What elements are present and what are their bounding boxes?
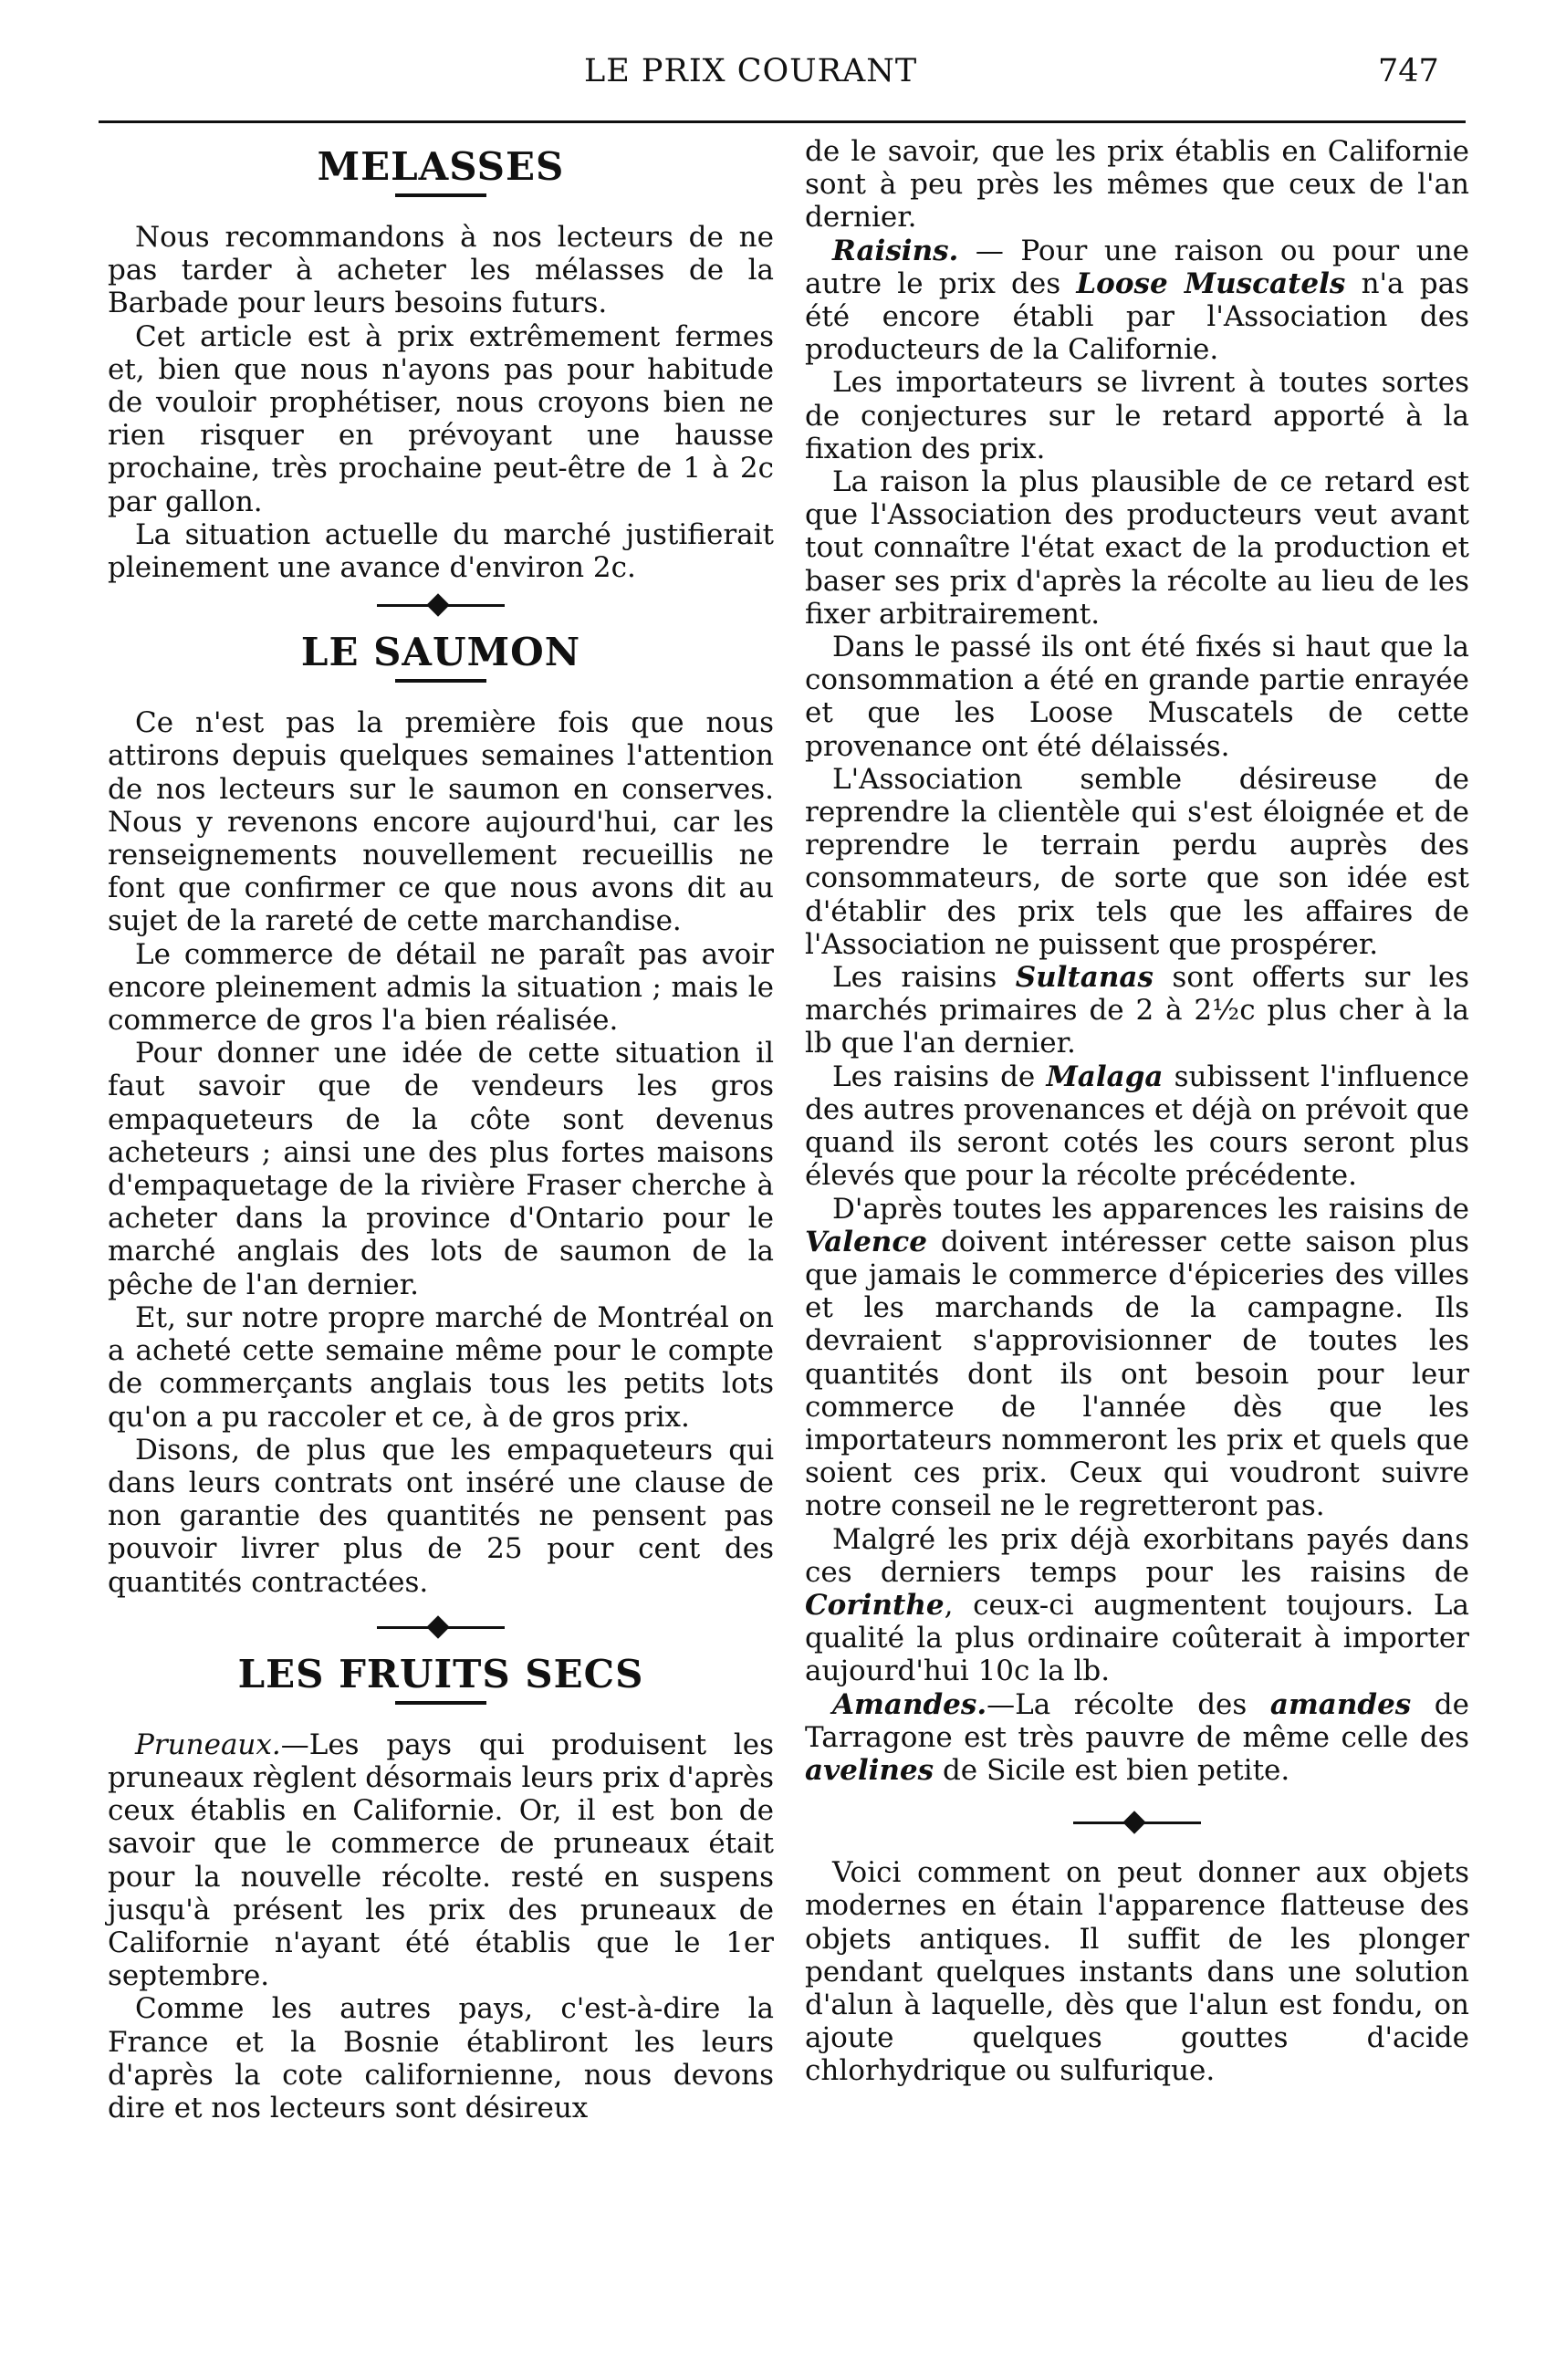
amandes-text-b: de Tarragone est très pauvre de même celle des [805, 1687, 1469, 1754]
corinthe-text-b: , ceux-ci augmentent toujours. La qualité la plus ordinaire coûterait à importer aujourd'hui 10c la lb. [805, 1588, 1469, 1688]
amandes-text-a: —La récolte des [987, 1687, 1270, 1721]
paragraph: La situation actuelle du marché justifierait pleinement une avance d'environ 2c. [108, 517, 774, 585]
pruneaux-label: Pruneaux. [135, 1728, 281, 1761]
paragraph: Cet article est à prix extrêmement fermes et, bien que nous n'ayons pas pour habitude de vouloir prophétiser, nous croyons bien ne rien risquer en prévoyant une hausse prochaine, très prochaine peut-être de 1 à 2c par gallon. [108, 319, 774, 518]
paragraph-sultanas [805, 961, 1469, 1060]
raisins-label: Raisins. [832, 234, 959, 267]
valence-text-a: D'après toutes les apparences les raisins de [832, 1192, 1469, 1226]
malaga-label: Malaga [1046, 1060, 1164, 1093]
corinthe-label: Corinthe [805, 1588, 945, 1622]
sultanas-text-b: sont offerts sur les marchés primaires de 2 à 2½c plus cher à la lb que l'an dernier. [805, 961, 1469, 1060]
paragraph-etain: Voici comment on peut donner aux objets modernes en étain l'apparence flatteuse des objets antiques. Il suffit de les plonger pendant quelques instants dans une solution d'alun à laquelle, dès que l'alun est fondu, on ajoute quelques gouttes d'acide chlorhydrique ou sulfurique. [805, 1856, 1469, 2088]
section-ornament [377, 593, 505, 617]
section-title-melasses: MELASSES [317, 144, 565, 189]
section-title-fruits-secs: LES FRUITS SECS [237, 1651, 644, 1696]
right-column [805, 135, 1469, 2088]
paragraph: Nous recommandons à nos lecteurs de ne pas tarder à acheter les mélasses de la Barbade pour leurs besoins futurs. [108, 221, 774, 320]
malaga-text-b: subissent l'influence des autres provenances et déjà on prévoit que quand ils seront cotés les cours seront plus élevés que pour la récolte précédente. [805, 1060, 1469, 1193]
pruneaux-text: —Les pays qui produisent les pruneaux règlent désormais leurs prix d'après ceux établis en Californie. Or, il est bon de savoir que le commerce de pruneaux était pour la nouvelle récolte. resté en suspens jusqu'à présent les prix des pruneaux de Californie n'ayant été établis que le 1er septembre. [108, 1728, 774, 1993]
section-ornament [377, 1615, 505, 1639]
header-rule [99, 120, 1466, 123]
running-head [0, 53, 1566, 99]
amandes-word: amandes [1269, 1687, 1412, 1721]
paragraph-raisins [805, 235, 1469, 367]
section-ornament [1073, 1811, 1201, 1834]
corinthe-text-a: Malgré les prix déjà exorbitans payés dans ces derniers temps pour les raisins de [805, 1522, 1469, 1589]
paragraph: La raison la plus plausible de ce retard est que l'Association des producteurs veut avant tout connaître l'état exact de la production et baser ses prix d'après la récolte au lieu de les fixer arbitrairement. [805, 465, 1469, 631]
title-underline [395, 679, 486, 683]
raisins-text-a: — Pour une raison ou pour une autre le prix des [805, 234, 1469, 300]
paragraph: Et, sur notre propre marché de Montréal on a acheté cette semaine même pour le compte de commerçants anglais tous les petits lots qu'on a pu raccoler et ce, à de gros prix. [108, 1300, 774, 1434]
left-column [108, 135, 774, 2124]
paragraph: Ce n'est pas la première fois que nous attirons depuis quelques semaines l'attention de nos lecteurs sur le saumon en conserves. Nous y revenons encore aujourd'hui, car les renseignements nouvellement recueillis ne font que confirmer ce que nous avons dit au sujet de la rareté de cette marchandise. [108, 706, 774, 938]
title-underline [395, 1701, 486, 1705]
page-number: 747 [1378, 53, 1439, 89]
paragraph: Le commerce de détail ne paraît pas avoir encore pleinement admis la situation ; mais le commerce de gros l'a bien réalisée. [108, 937, 774, 1038]
paragraph: Pour donner une idée de cette situation il faut savoir que de vendeurs les gros empaqueteurs de la côte sont devenus acheteurs ; ainsi une des plus fortes maisons d'empaquetage de la rivière Fraser cherche à acheter dans la province d'Ontario pour le marché anglais des lots de saumon de la pêche de l'an dernier. [108, 1037, 774, 1301]
malaga-text-a: Les raisins de [832, 1060, 1047, 1093]
paragraph: Disons, de plus que les empaqueteurs qui dans leurs contrats ont inséré une clause de non garantie des quantités ne pensent pas pouvoir livrer plus de 25 pour cent des quantités contractées. [108, 1433, 774, 1599]
amandes-label: Amandes. [832, 1687, 987, 1721]
raisins-text-b: n'a pas été encore établi par l'Association des producteurs de la Californie. [805, 266, 1469, 367]
paragraph-valence [805, 1193, 1469, 1523]
avelines-word: avelines [805, 1753, 934, 1787]
paragraph: Dans le passé ils ont été fixés si haut que la consommation a été en grande partie enrayée et que les Loose Muscatels de cette provenance ont été délaissés. [805, 631, 1469, 763]
paragraph: Comme les autres pays, c'est-à-dire la France et la Bosnie établiront les leurs d'après la cote californienne, nous devons dire et nos lecteurs sont désireux [108, 1992, 774, 2124]
paragraph-pruneaux [108, 1728, 774, 1993]
paragraph: L'Association semble désireuse de reprendre la clientèle qui s'est éloignée et de reprendre le terrain perdu auprès des consommateurs, de sorte que son idée est d'établir des prix tels que les affaires de l'Association ne puissent que prospérer. [805, 762, 1469, 961]
paragraph-malaga [805, 1060, 1469, 1193]
paragraph-amandes [805, 1688, 1469, 1788]
paragraph: Les importateurs se livrent à toutes sortes de conjectures sur le retard apporté à la fixation des prix. [805, 366, 1469, 465]
sultanas-text-a: Les raisins [832, 961, 1016, 995]
valence-text-b: doivent intéresser cette saison plus que jamais le commerce d'épiceries des villes et les marchands de la campagne. Ils devraient s'approvisionner de toutes les quantités dont ils ont besoin pour leur commerce de l'année dès que les importateurs nommeront les prix et quels que soient ces prix. Ceux qui voudront suivre notre conseil ne le regretteront pas. [805, 1225, 1469, 1523]
running-title: LE PRIX COURANT [584, 53, 918, 89]
paragraph-corinthe [805, 1523, 1469, 1688]
paragraph-continued: de le savoir, que les prix établis en Californie sont à peu près les mêmes que ceux de l'an dernier. [805, 135, 1469, 235]
section-title-saumon: LE SAUMON [300, 630, 581, 675]
loose-muscatels-label: Loose Muscatels [1076, 266, 1346, 300]
title-underline [395, 193, 486, 197]
valence-label: Valence [805, 1225, 927, 1258]
sultanas-label: Sultanas [1015, 961, 1154, 995]
amandes-text-c: de Sicile est bien petite. [934, 1753, 1290, 1787]
